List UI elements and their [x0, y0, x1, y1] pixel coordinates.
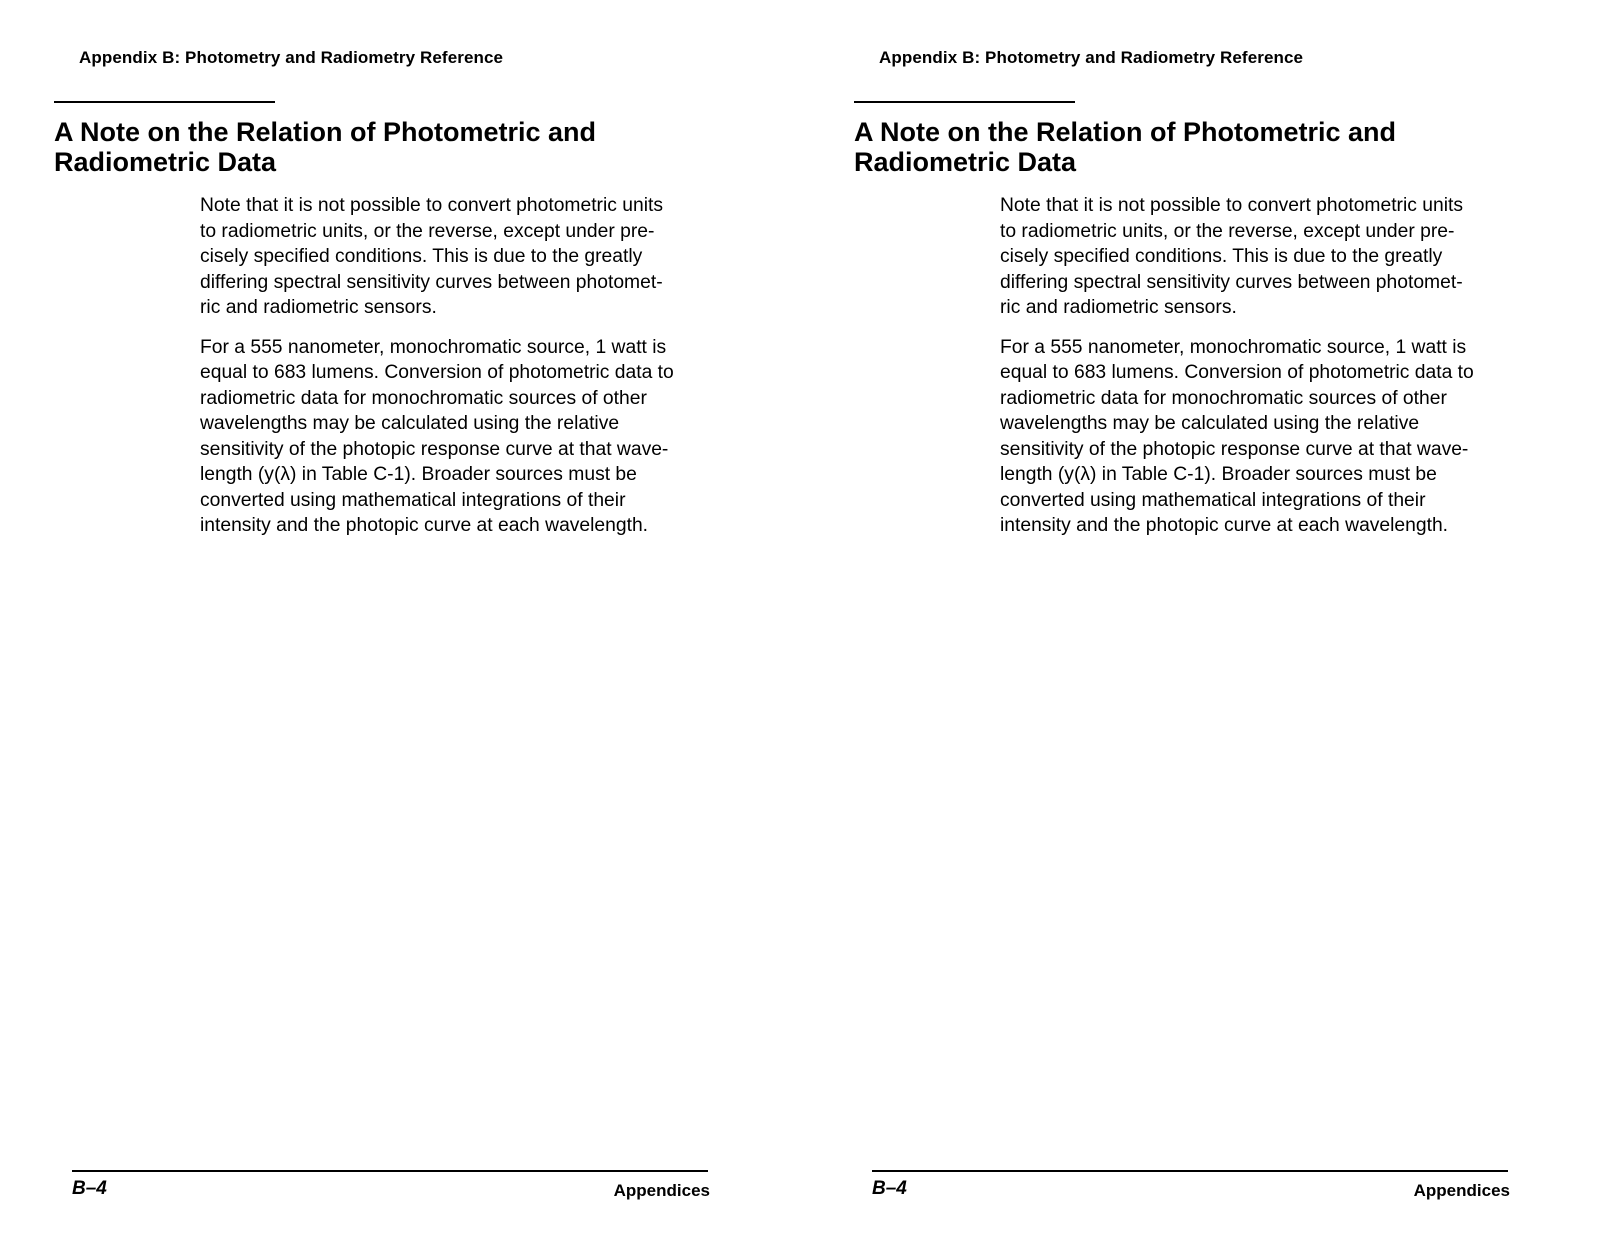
page-number: B–4	[72, 1178, 107, 1199]
paragraph-monochromatic-source: For a 555 nanometer, monochromatic source, 1 watt is equal to 683 lumens. Conversion of photometric data to radiometric data for monochromatic sources of other wavelengths may be calculated using the relative sensitivity of the photopic response curve at that wave- length (y(λ) in Table C-1). Broader sources must be converted using mathematical integrations of their intensity and the photopic curve at each wavelength.	[1000, 336, 1474, 536]
running-header: Appendix B: Photometry and Radiometry Reference	[879, 48, 1304, 67]
paragraph-conversion-note: Note that it is not possible to convert photometric units to radiometric units, or the reverse, except under pre- cisely specified conditions. This is due to the greatly differing spectral sensitivity curves between photomet- ric and radiometric sensors.	[200, 195, 663, 318]
body-text	[1000, 193, 1520, 553]
footer-section-label: Appendices	[613, 1181, 710, 1200]
footer-section-label: Appendices	[1413, 1181, 1510, 1200]
document-page-right	[800, 0, 1600, 1237]
header-divider	[854, 101, 1075, 103]
paragraph-monochromatic-source: For a 555 nanometer, monochromatic source, 1 watt is equal to 683 lumens. Conversion of photometric data to radiometric data for monochromatic sources of other wavelengths may be calculated using the relative sensitivity of the photopic response curve at that wave- length (y(λ) in Table C-1). Broader sources must be converted using mathematical integrations of their intensity and the photopic curve at each wavelength.	[200, 336, 674, 536]
header-divider	[54, 101, 275, 103]
body-text	[200, 193, 720, 553]
page-number: B–4	[872, 1178, 907, 1199]
paragraph-conversion-note: Note that it is not possible to convert photometric units to radiometric units, or the reverse, except under pre- cisely specified conditions. This is due to the greatly differing spectral sensitivity curves between photomet- ric and radiometric sensors.	[1000, 195, 1463, 318]
running-header: Appendix B: Photometry and Radiometry Reference	[79, 48, 504, 67]
section-title: A Note on the Relation of Photometric and Radiometric Data	[854, 117, 1397, 177]
section-title: A Note on the Relation of Photometric and Radiometric Data	[54, 117, 597, 177]
footer-divider	[72, 1170, 708, 1172]
footer-divider	[872, 1170, 1508, 1172]
